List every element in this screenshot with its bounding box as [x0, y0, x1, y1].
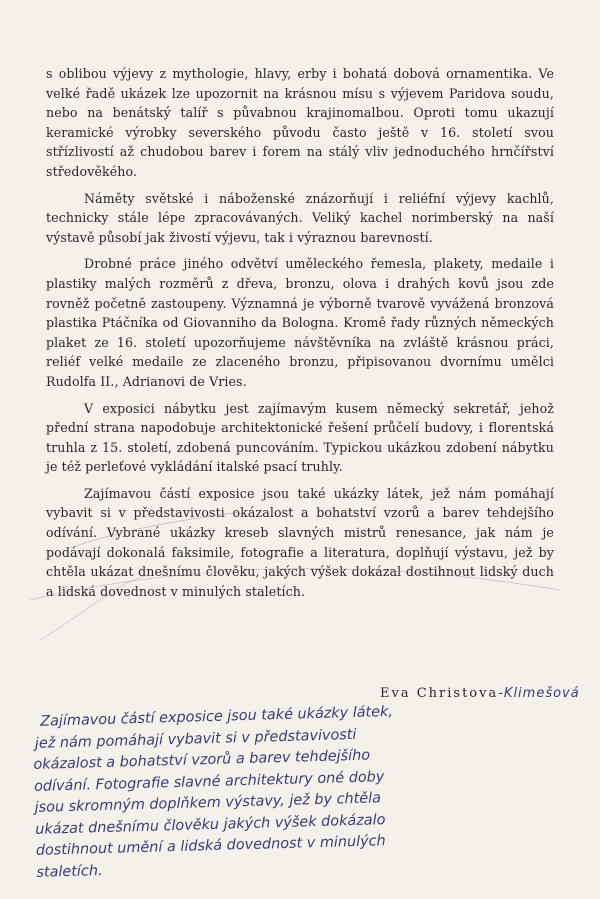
signature-handwritten: -Klimešová: [498, 686, 580, 701]
printed-text-body: [46, 64, 554, 608]
paragraph-2: Náměty světské i náboženské znázorňují i reliéfní výjevy kachlů, technicky stále lépe zpracovávaných. Veliký kachel norimberský na naší výstavě působí jak živostí výjevu, tak i výraznou barevností.: [46, 190, 554, 245]
paragraph-5: Zajímavou částí exposice jsou také ukázky látek, jež nám pomáhají vybavit si v představivosti okázalost a bohatství vzorů a barev tehdejšího odívání. Vybrané ukázky kreseb slavných mistrů renesance, jak nám je podávají dokonalá faksimile, fotografie a literatura, doplňují výstavu, jež by chtěla ukázat dnešnímu člověku, jakých výšek dokázal dostihnout lidský duch a lidská dovednost v minulých staletích.: [46, 485, 554, 599]
signature-printed: Eva Christova: [380, 686, 499, 701]
paragraph-3: Drobné práce jiného odvětví uměleckého řemesla, plakety, medaile i plastiky malých rozměrů z dřeva, bronzu, olova i drahých kovů jsou zde rovněž početně zastoupeny. Významná je výborně tvarově vyvážená bronzová plastika Ptáčníka od Giovanniho da Bologna. Kromě řady různých německých plaket ze 16. století upozorňujeme návštěvníka na zvláště krásnou práci, reliéf velké medaile ze zlaceného bronzu, připisovanou dvornímu umělci Rudolfa II., Adrianovi de Vries.: [46, 256, 554, 389]
handwritten-line: ukázat dnešnímu člověku jakých výšek dokázalo: [35, 811, 386, 838]
handwritten-line: okázalost a bohatství vzorů a barev tehdejšího: [33, 747, 371, 773]
paragraph-4: V exposici nábytku jest zajímavým kusem německý sekretář, jehož přední strana napodobuje architektonické řešení průčelí budovy, i florentská truhla z 15. století, zdobená puncováním. Typickou ukázkou zdobení nábytku je též perleťové vykládání italské psací truhly.: [46, 400, 554, 475]
handwritten-line: dostihnout umění a lidská dovednost v minulých: [35, 833, 386, 859]
handwritten-line: odívání. Fotografie slavné architektury oné doby: [33, 768, 385, 795]
handwritten-line: staletích.: [36, 862, 103, 881]
handwritten-line: Zajímavou částí exposice jsou také ukázky látek,: [40, 703, 394, 730]
handwritten-line: jež nám pomáhají vybavit si v představivosti: [34, 726, 357, 752]
paragraph-1: s oblibou výjevy z mythologie, hlavy, erby i bohatá dobová ornamentika. Ve velké řadě ukázek lze upozornit na krásnou mísu s výjevem Paridova soudu, nebo na benátský talíř s půvabnou krajinomalbou. Oproti tomu ukazují keramické výrobky severského původu často ještě v 16. století svou střízlivostí až chudobou barev i forem na stálý vliv jednoduchého hrnčířství středověkého.: [46, 66, 554, 179]
handwritten-note: [30, 696, 595, 884]
handwritten-line: jsou skromným doplňkem výstavy, jež by chtěla: [34, 790, 382, 816]
